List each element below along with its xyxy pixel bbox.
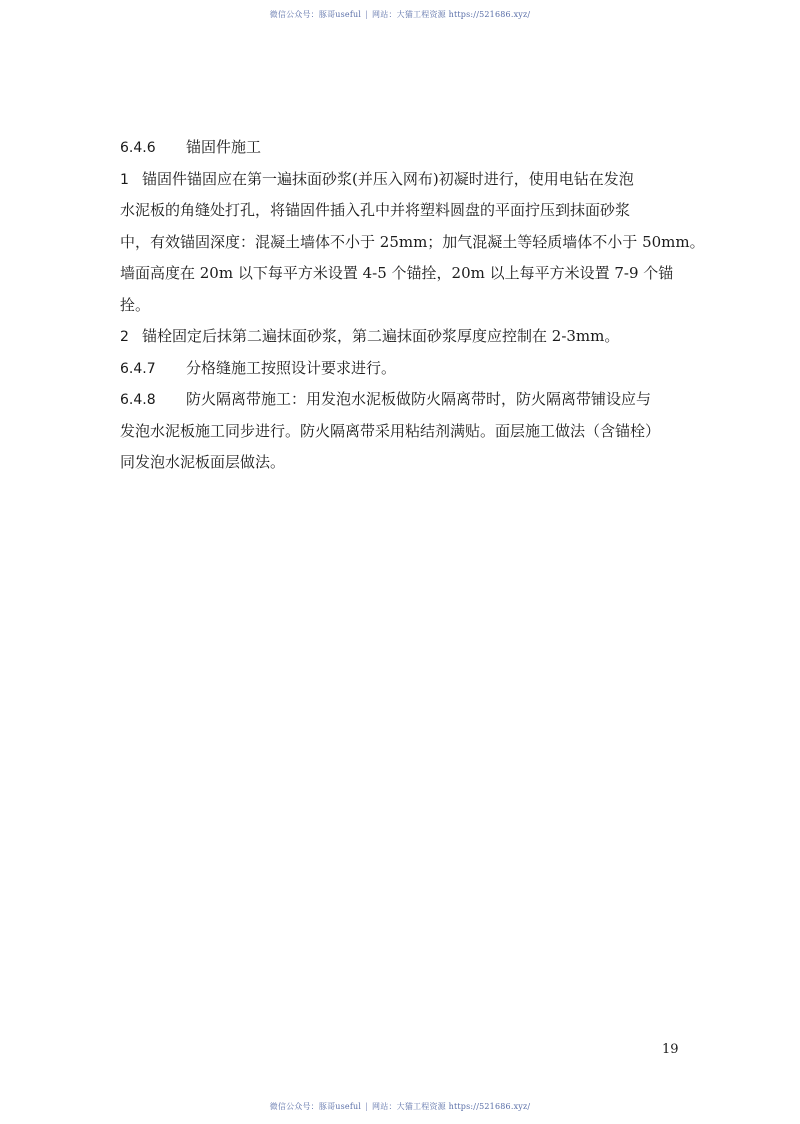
watermark-site: 网站：大猫工程资源 https://521686.xyz/ [372,1102,531,1111]
paragraph-line [120,321,690,353]
watermark-site: 网站：大猫工程资源 https://521686.xyz/ [372,10,531,19]
section-heading-6-4-6 [120,132,690,164]
paragraph-line: 中，有效锚固深度：混凝土墙体不小于 25mm；加气混凝土等轻质墙体不小于 50mm。 [120,232,705,251]
paragraph-line: 拴。 [120,295,151,314]
item-number: 2 [120,329,129,345]
document-body [120,132,705,479]
paragraph-line: 水泥板的角缝处打孔，将锚固件插入孔中并将塑料圆盘的平面拧压到抹面砂浆 [120,201,631,219]
section-heading-6-4-7 [120,353,690,385]
paragraph-line [120,164,690,196]
watermark-wechat: 微信公众号：豚哥useful [269,1102,362,1111]
paragraph-text: 锚栓固定后抹第二遍抹面砂浆，第二遍抹面砂浆厚度应控制在 2-3mm。 [142,327,620,345]
watermark-separator: | [365,10,369,19]
paragraph-text: 锚固件锚固应在第一遍抹面砂浆(并压入网布)初凝时进行，使用电钻在发泡 [142,169,634,188]
watermark-bottom [0,1101,800,1112]
section-number: 6.4.8 [120,392,156,408]
paragraph-line: 墙面高度在 20m 以下每平方米设置 4-5 个锚拴，20m 以上每平方米设置 7-9 个锚 [120,264,674,282]
paragraph-line: 发泡水泥板施工同步进行。防火隔离带采用粘结剂满贴。面层施工做法（含锚栓） [120,421,661,440]
section-text: 防火隔离带施工：用发泡水泥板做防火隔离带时，防火隔离带铺设应与 [186,390,652,408]
watermark-wechat: 微信公众号：豚哥useful [269,10,362,19]
watermark-top [0,9,800,20]
item-number: 1 [120,171,129,188]
watermark-separator: | [365,1102,369,1111]
section-heading-6-4-8 [120,384,690,416]
section-number: 6.4.7 [120,360,156,377]
section-title: 锚固件施工 [186,138,262,156]
page-number: 19 [662,1042,679,1057]
section-text: 分格缝施工按照设计要求进行。 [186,358,397,377]
paragraph-line: 同发泡水泥板面层做法。 [120,453,286,471]
section-number: 6.4.6 [120,140,156,156]
